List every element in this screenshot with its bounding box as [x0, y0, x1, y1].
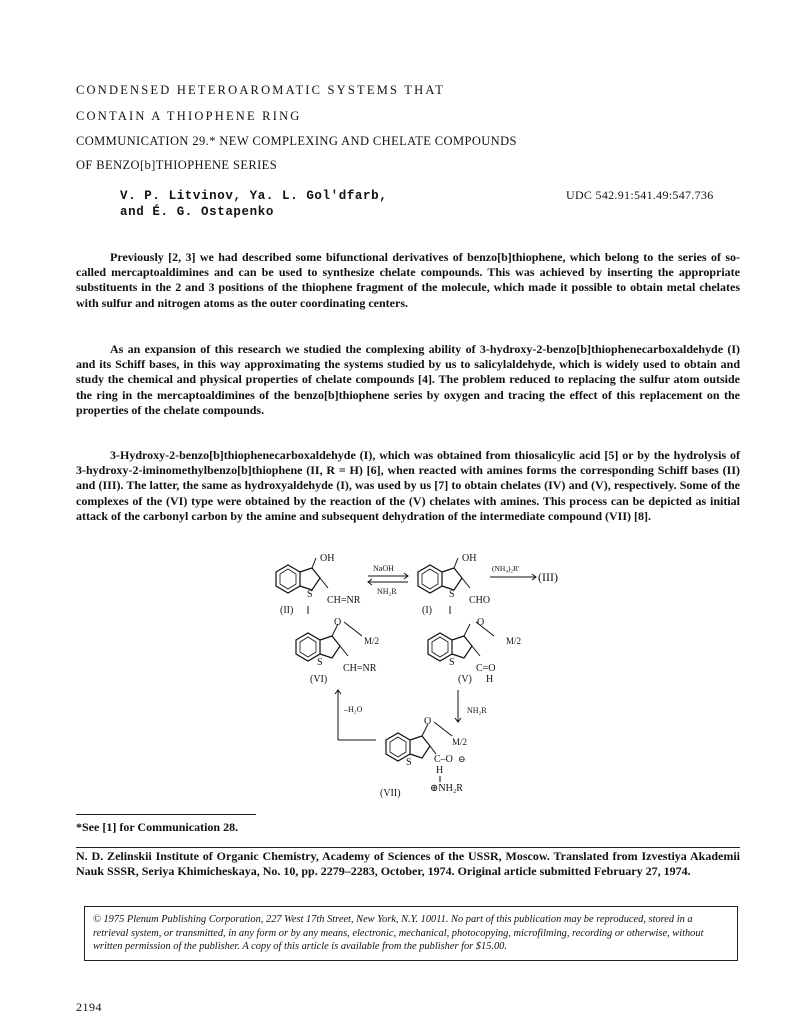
institute-note: N. D. Zelinskii Institute of Organic Chemistry, Academy of Sciences of the USSR, Moscow. Translated from Izvestiya Akademii Nauk SSSR, Seriya Khimicheskaya, No. 10, pp. 2279–2283, October, 1974. Original article submitted February 27, 1974.: [76, 849, 740, 879]
reaction-scheme: [260, 550, 580, 800]
reagent-minus-h2o: –H₂O: [344, 705, 363, 714]
compound-vii-h: H: [436, 765, 444, 776]
compound-vi-m2: M/2: [364, 636, 380, 646]
compound-vii-m2: M/2: [452, 737, 468, 747]
title-line-1: CONDENSED HETEROAROMATIC SYSTEMS THAT: [76, 83, 446, 97]
reagent-nh2r-top: NH₂R: [377, 587, 397, 596]
paragraph-3: [76, 448, 740, 524]
paragraph-1-text: Previously [2, 3] we had described some bifunctional derivatives of benzo[b]thiophene, which belong to the series of so-called mercaptoaldimines and can be used to synthesize chelate compounds. This was achieved by inserting the appropriate substituents in the 2 and 3 positions of the thiophene fragment of the molecule, which made it possible to obtain metal chelates with sulfur and nitrogen atoms as the outer coordinating centers.: [76, 250, 740, 310]
title-line-2: CONTAIN A THIOPHENE RING: [76, 109, 302, 123]
compound-vii-o: O: [424, 716, 432, 727]
copyright-box: © 1975 Plenum Publishing Corporation, 227 West 17th Street, New York, N.Y. 10011. No part of this publication may be reproduced, stored in a retrieval system, or transmitted, in any form or by any means, electronic, mechanical, photocopying, microfilming, recording or otherwise, without written permission of the publisher. A copy of this article is available from the publisher for $15.00.: [84, 906, 738, 961]
author-list: [120, 188, 387, 220]
compound-i-oh: OH: [462, 553, 477, 564]
compound-ii-s: S: [307, 589, 313, 600]
compound-vi-s: S: [317, 657, 323, 668]
compound-vii-co: C–O: [434, 754, 453, 765]
compound-i-cho: CHO: [469, 595, 491, 606]
paragraph-2: [76, 342, 740, 418]
label-vi: (VI): [310, 674, 328, 685]
reagent-naoh: NaOH: [373, 564, 394, 573]
compound-vii-minus: ⊖: [458, 754, 466, 764]
compound-v-h: H: [486, 674, 494, 685]
compound-v-m2: M/2: [506, 636, 522, 646]
page-number: 2194: [76, 1000, 102, 1014]
compound-ii-oh: OH: [320, 553, 335, 564]
reagent-nh4r: (NH₄)₂R': [492, 564, 520, 573]
compound-vii-s: S: [406, 757, 412, 768]
compound-v-co: C=O: [476, 663, 496, 674]
paragraph-2-text: As an expansion of this research we studied the complexing ability of 3-hydroxy-2-benzo[b]thiophenecarboxaldehyde (I) and its Schiff bases, in this way approximating the systems studied by us to salicylaldehyde, which is widely used to obtain and study the chemical and physical properties of chelate compounds [4]. The problem reduced to replacing the sulfur atom outside the ring in the mercaptoaldimines of the benzo[b]thiophene series by oxygen and tracing the effect of this replacement on the properties of the chelate compounds.: [76, 342, 740, 417]
compound-v-s: S: [449, 657, 455, 668]
compound-i-s: S: [449, 589, 455, 600]
paragraph-3-text: 3-Hydroxy-2-benzo[b]thiophenecarboxaldehyde (I), which was obtained from thiosalicylic acid [5] or by the hydrolysis of 3-hydroxy-2-iminomethylbenzo[b]thiophene (II, R = H) [6], when reacted with amines forms the corresponding Schiff bases (II) and (III). The latter, the same as hydroxyaldehyde (I), was used by us [7] to obtain chelates (IV) and (V), respectively. Some of the complexes of the (VI) type were obtained by the reaction of the (V) chelates with amines. This process can be depicted as initial attack of the carbonyl carbon by the amine and subsequent dehydration of the intermediate compound (VII) [8].: [76, 448, 740, 523]
authors-line-1: V. P. Litvinov, Ya. L. Gol'dfarb,: [120, 189, 388, 203]
label-iii: (III): [538, 570, 558, 584]
authors-line-2: and É. G. Ostapenko: [120, 205, 274, 219]
label-vii: (VII): [380, 788, 401, 799]
compound-vii-nh2r: ⊕NH₂R: [430, 783, 463, 794]
reagent-nh2r-side: NH₂R: [467, 706, 487, 715]
paragraph-1: [76, 250, 740, 311]
footnote: *See [1] for Communication 28.: [76, 820, 239, 834]
compound-vi-o: O: [334, 617, 342, 628]
udc-code: UDC 542.91:541.49:547.736: [566, 188, 714, 202]
title-line-3: COMMUNICATION 29.* NEW COMPLEXING AND CHELATE COMPOUNDS: [76, 134, 517, 148]
label-ii: (II): [280, 605, 294, 616]
label-i: (I): [422, 605, 432, 616]
compound-v-o: O: [477, 617, 485, 628]
label-v: (V): [458, 674, 472, 685]
title-line-4: OF BENZO[b]THIOPHENE SERIES: [76, 158, 278, 172]
compound-ii-chnr: CH=NR: [327, 595, 361, 606]
institute-divider: [76, 847, 740, 848]
compound-vi-chnr: CH=NR: [343, 663, 377, 674]
compound-vi-structure: [296, 622, 362, 661]
footnote-divider: [76, 814, 256, 815]
